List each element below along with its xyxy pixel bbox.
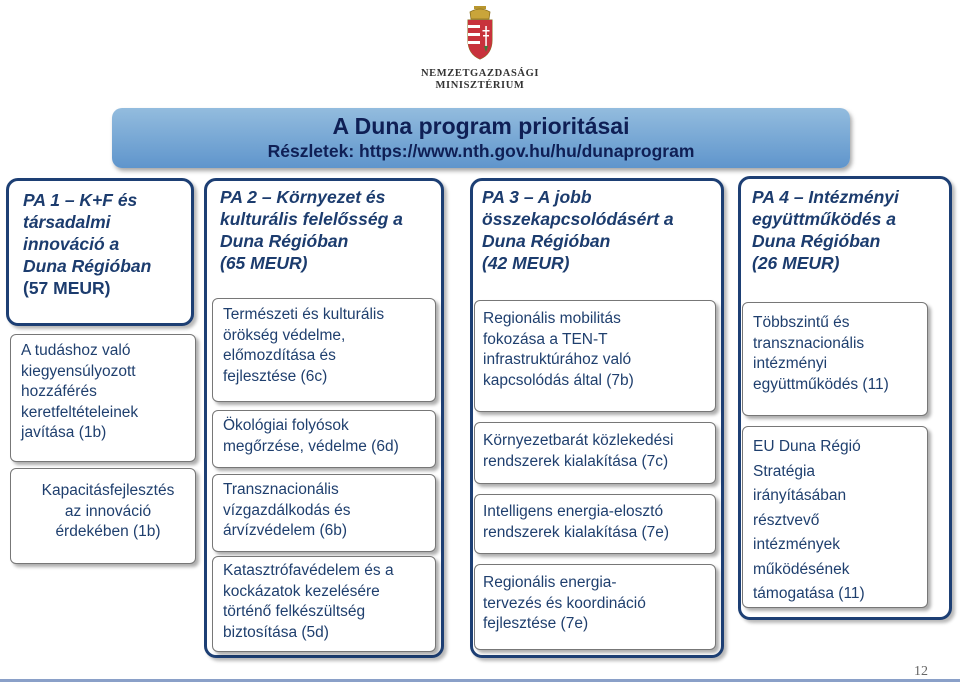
pa4-item-2: [742, 426, 928, 608]
pa3-heading-line: PA 3 – A jobb: [482, 187, 592, 207]
pa3-item-2: [474, 422, 716, 484]
item-line: Többszintű és: [753, 314, 850, 331]
pa4-heading-line: PA 4 – Intézményi: [752, 187, 899, 207]
logo-line-1: NEMZETGAZDASÁGI: [420, 68, 540, 79]
item-line: Kapacitásfejlesztés: [41, 482, 175, 499]
pa1-heading-box: [6, 178, 194, 326]
item-line: működésének: [753, 560, 850, 578]
item-line: tervezés és koordináció: [483, 594, 646, 612]
item-line: Természeti és kulturális: [223, 306, 385, 323]
pa4-item-1: [742, 302, 928, 416]
item-line: árvízvédelem (6b): [223, 522, 348, 539]
pa2-heading-line: PA 2 – Környezet és: [220, 187, 386, 207]
pa1-heading-line: PA 1 – K+F és: [23, 190, 138, 210]
page-title: A Duna program prioritásai: [332, 113, 630, 139]
pa2-budget: (65 MEUR): [220, 253, 308, 273]
pa4-heading: [752, 186, 948, 274]
item-line: hozzáférés: [21, 383, 97, 400]
item-line: A tudáshoz való: [21, 342, 131, 359]
item-line: EU Duna Régió: [753, 438, 861, 455]
pa3-heading-line: összekapcsolódásért a: [482, 209, 674, 229]
item-line: történő felkészültség: [223, 603, 366, 620]
item-line: Transznacionális: [223, 481, 339, 498]
item-line: transznacionális: [753, 334, 865, 352]
item-line: Katasztrófavédelem és a: [223, 562, 394, 579]
item-line: kapcsolódás által (7b): [483, 371, 634, 389]
pa4-budget: (26 MEUR): [752, 253, 840, 273]
item-line: Környezetbarát közlekedési: [483, 432, 674, 449]
item-line: megőrzése, védelme (6d): [223, 437, 399, 455]
pa3-heading-line: Duna Régióban: [482, 231, 611, 251]
item-line: Regionális mobilitás: [483, 310, 621, 327]
item-line: rendszerek kialakítása (7c): [483, 452, 669, 470]
item-line: előmozdítása és: [223, 347, 336, 364]
item-line: fejlesztése (7e): [483, 615, 589, 632]
item-line: infrastruktúrához való: [483, 351, 632, 368]
pa2-item-2: [212, 410, 436, 468]
item-line: Regionális energia-: [483, 574, 617, 591]
item-line: örökség védelme,: [223, 326, 346, 344]
pa3-budget: (42 MEUR): [482, 253, 570, 273]
item-line: intézmények: [753, 536, 841, 553]
pa1-heading-line: innováció a: [23, 234, 120, 254]
item-line: rendszerek kialakítása (7e): [483, 523, 670, 541]
page-number: 12: [914, 664, 928, 679]
pa4-heading-line: Duna Régióban: [752, 231, 881, 251]
item-line: Stratégia: [753, 462, 816, 480]
pa2-item-3: [212, 474, 436, 552]
pa2-item-4: [212, 556, 436, 652]
pa2-item-1: [212, 298, 436, 402]
pa3-heading: [482, 186, 718, 274]
coat-of-arms-icon: [465, 6, 495, 60]
pa1-item-1: [10, 334, 196, 462]
item-line: Intelligens energia-elosztó: [483, 503, 664, 520]
footer-rule: [0, 679, 960, 682]
title-banner: [112, 108, 850, 168]
pa1-budget: (57 MEUR): [23, 278, 111, 298]
item-line: együttműködés (11): [753, 375, 889, 393]
item-line: kockázatok kezelésére: [223, 582, 380, 600]
pa3-item-4: [474, 564, 716, 650]
item-line: irányításában: [753, 487, 847, 504]
pa3-item-1: [474, 300, 716, 412]
pa2-heading-line: Duna Régióban: [220, 231, 349, 251]
item-line: az innováció: [64, 502, 152, 520]
ministry-logo: [420, 6, 540, 92]
item-line: támogatása (11): [753, 585, 865, 602]
pa1-heading-line: Duna Régióban: [23, 256, 152, 276]
pa2-heading: [220, 186, 440, 274]
pa1-item-2: [10, 468, 196, 564]
details-link[interactable]: Részletek: https://www.nth.gov.hu/hu/dunaprogram: [267, 141, 695, 161]
pa4-heading-line: együttműködés a: [752, 209, 896, 229]
item-line: fokozása a TEN-T: [483, 330, 608, 348]
pa1-heading-line: társadalmi: [23, 212, 111, 232]
item-line: intézményi: [753, 355, 828, 372]
item-line: biztosítása (5d): [223, 623, 329, 641]
item-line: fejlesztése (6c): [223, 367, 328, 385]
pa3-item-3: [474, 494, 716, 554]
item-line: keretfeltételeinek: [21, 403, 139, 421]
logo-line-2: MINISZTÉRIUM: [435, 80, 525, 91]
pa2-heading-line: kulturális felelősség a: [220, 209, 403, 229]
item-line: vízgazdálkodás és: [223, 501, 351, 519]
item-line: Ökológiai folyósok: [223, 417, 349, 434]
item-line: javítása (1b): [21, 424, 107, 441]
item-line: résztvevő: [753, 511, 820, 529]
item-line: érdekében (1b): [55, 523, 161, 540]
item-line: kiegyensúlyozott: [21, 362, 136, 380]
